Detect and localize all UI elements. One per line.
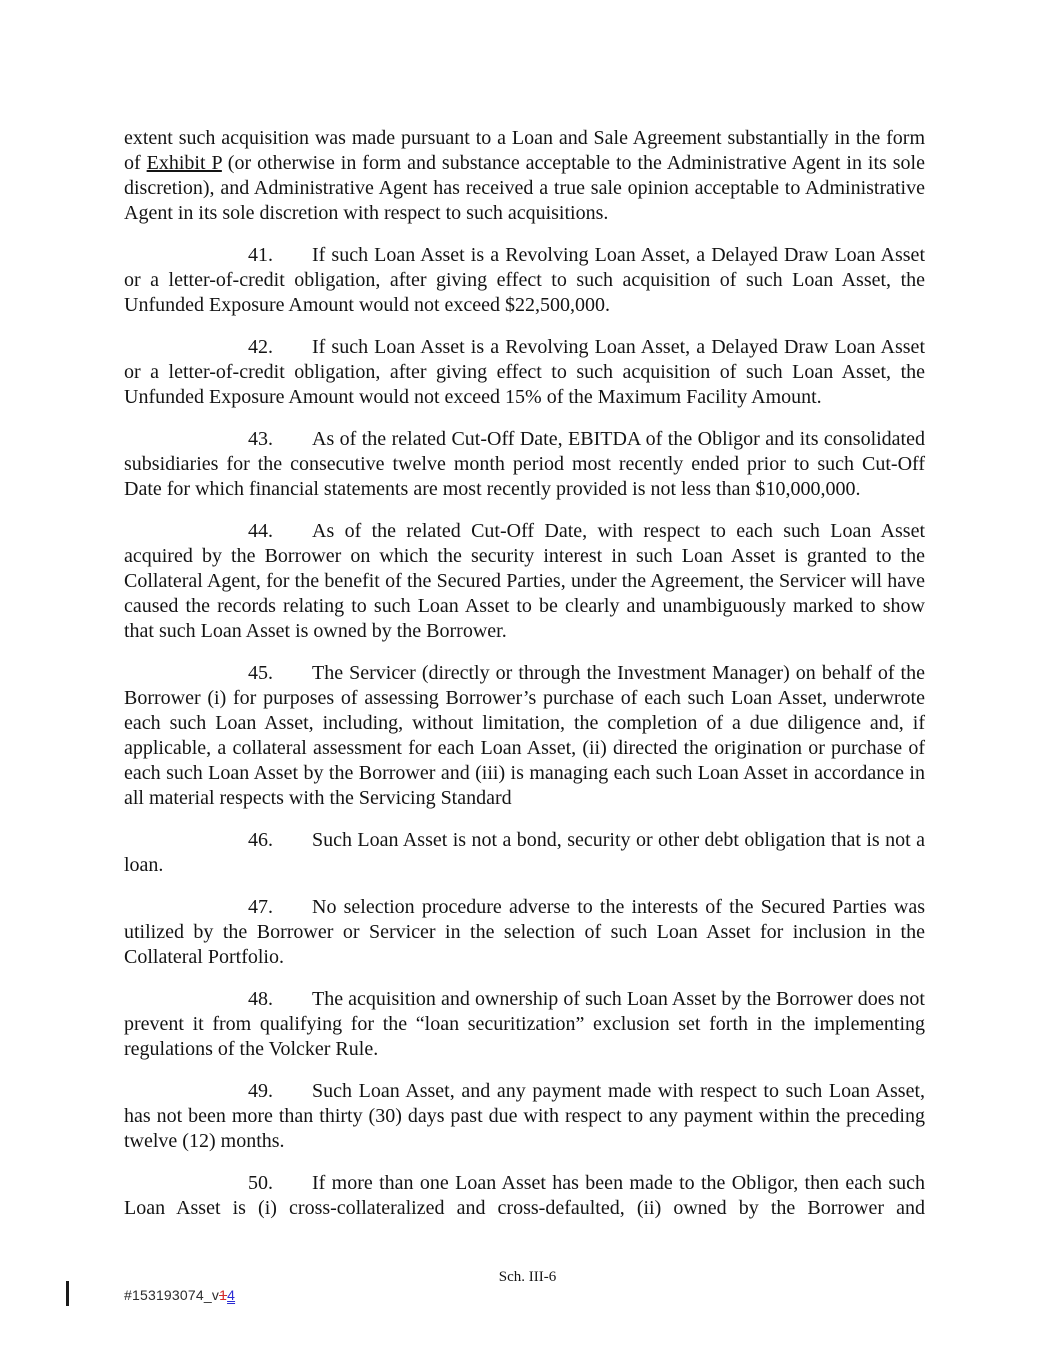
paragraph-47 xyxy=(124,895,925,970)
paragraph-48 xyxy=(124,987,925,1062)
exhibit-p-reference: Exhibit P xyxy=(146,152,222,174)
paragraph-49 xyxy=(124,1079,925,1154)
paragraph-46 xyxy=(124,828,925,878)
paragraph-text: Such Loan Asset is not a bond, security or other debt obligation that is not a loan. xyxy=(124,829,925,876)
paragraph-text: If such Loan Asset is a Revolving Loan Asset, a Delayed Draw Loan Asset or a letter-of-credit obligation, after giving effect to such acquisition of such Loan Asset, the Unfunded Exposure Amount would not exceed $22,500,000. xyxy=(124,244,925,316)
paragraph-text: If such Loan Asset is a Revolving Loan Asset, a Delayed Draw Loan Asset or a letter-of-credit obligation, after giving effect to such acquisition of such Loan Asset, the Unfunded Exposure Amount would not exceed 15% of the Maximum Facility Amount. xyxy=(124,336,925,408)
document-body xyxy=(124,126,925,1238)
paragraph-45 xyxy=(124,661,925,811)
paragraph-44 xyxy=(124,519,925,644)
inserted-version-number: 4 xyxy=(227,1287,236,1303)
paragraph-number: 45. xyxy=(248,662,273,684)
intro-paragraph xyxy=(124,126,925,226)
paragraph-text: No selection procedure adverse to the interests of the Secured Parties was utilized by the Borrower or Servicer in the selection of such Loan Asset for inclusion in the Collateral Portfolio. xyxy=(124,896,925,968)
intro-text-before: extent such acquisition was made pursuant to a Loan and Sale Agreement substantially in the form of xyxy=(124,127,925,174)
paragraph-number: 42. xyxy=(248,336,273,358)
paragraph-number: 48. xyxy=(248,988,273,1010)
paragraph-number: 41. xyxy=(248,244,273,266)
paragraph-42 xyxy=(124,335,925,410)
paragraph-number: 44. xyxy=(248,520,273,542)
page-footer-label: Sch. III-6 xyxy=(498,1269,557,1285)
paragraph-41 xyxy=(124,243,925,318)
paragraph-number: 47. xyxy=(248,896,273,918)
document-id xyxy=(124,1287,235,1304)
document-id-prefix: #153193074_v xyxy=(124,1287,220,1303)
paragraph-text: The Servicer (directly or through the Investment Manager) on behalf of the Borrower (i) for purposes of assessing Borrower’s purchase of each such Loan Asset, underwrote each such Loan Asset, including, without limitation, the completion of a due diligence and, if applicable, a collateral assessment for each Loan Asset, (ii) directed the origination or purchase of each such Loan Asset by the Borrower and (iii) is managing each such Loan Asset in accordance in all material respects with the Servicing Standard xyxy=(124,662,925,809)
paragraph-43 xyxy=(124,427,925,502)
paragraph-text: As of the related Cut-Off Date, with respect to each such Loan Asset acquired by the Borrower on which the security interest in such Loan Asset is granted to the Collateral Agent, for the benefit of the Secured Parties, under the Agreement, the Servicer will have caused the records relating to such Loan Asset to be clearly and unambiguously marked to show that such Loan Asset is owned by the Borrower. xyxy=(124,520,925,642)
paragraph-text: Such Loan Asset, and any payment made with respect to such Loan Asset, has not been more than thirty (30) days past due with respect to any payment within the preceding twelve (12) months. xyxy=(124,1080,925,1152)
change-bar xyxy=(66,1281,69,1306)
paragraph-number: 43. xyxy=(248,428,273,450)
paragraph-50 xyxy=(124,1171,925,1221)
paragraph-number: 50. xyxy=(248,1172,273,1194)
deleted-version-number: 1 xyxy=(219,1287,228,1303)
paragraph-text: The acquisition and ownership of such Loan Asset by the Borrower does not prevent it from qualifying for the “loan securitization” exclusion set forth in the implementing regulations of the Volcker Rule. xyxy=(124,988,925,1060)
paragraph-number: 46. xyxy=(248,829,273,851)
paragraph-number: 49. xyxy=(248,1080,273,1102)
intro-text-after: (or otherwise in form and substance acceptable to the Administrative Agent in its sole discretion), and Administrative Agent has received a true sale opinion acceptable to Administrative Agent in its sole discretion with respect to such acquisitions. xyxy=(124,152,925,224)
paragraph-text: If more than one Loan Asset has been made to the Obligor, then each such Loan Asset is (i) cross-collateralized and cross-defaulted, (ii) owned by the Borrower and xyxy=(124,1172,925,1219)
paragraph-text: As of the related Cut-Off Date, EBITDA of the Obligor and its consolidated subsidiaries for the consecutive twelve month period most recently ended prior to such Cut-Off Date for which financial statements are most recently provided is not less than $10,000,000. xyxy=(124,428,925,500)
